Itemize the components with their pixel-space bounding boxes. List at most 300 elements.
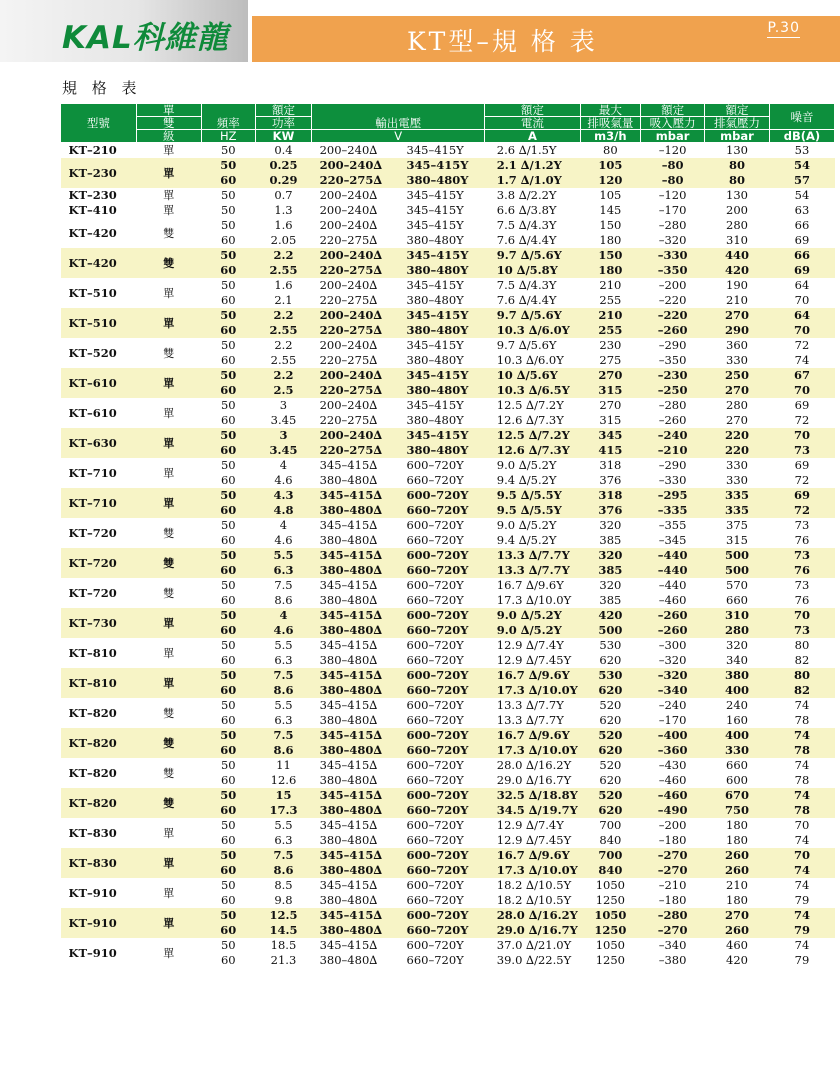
flow-cell: 120 [580,173,641,188]
power-cell: 7.5 [255,728,311,743]
model-cell: KT–820 [61,758,137,788]
current-cell: 2.1 ∆/1.2Y [485,158,580,173]
noise-cell: 74 [769,863,834,878]
voltage-delta-cell: 345–415∆ [312,758,403,773]
vacuum-cell: –170 [641,203,705,218]
current-cell: 9.5 ∆/5.5Y [485,488,580,503]
current-cell: 13.3 ∆/7.7Y [485,563,580,578]
pressure-cell: 220 [705,443,770,458]
pressure-cell: 180 [705,893,770,908]
logo-panel [0,0,248,62]
voltage-delta-cell: 380–480∆ [312,533,403,548]
power-cell: 8.6 [255,863,311,878]
voltage-star-cell: 600–720Y [403,788,485,803]
phase-cell: 雙 [136,218,201,248]
pressure-cell: 330 [705,743,770,758]
col-power-unit: KW [255,130,311,143]
noise-cell: 70 [769,293,834,308]
flow-cell: 620 [580,803,641,818]
power-cell: 11 [255,758,311,773]
current-cell: 18.2 ∆/10.5Y [485,893,580,908]
power-cell: 2.55 [255,263,311,278]
freq-cell: 50 [201,158,255,173]
phase-cell: 雙 [136,518,201,548]
col-voltage-unit: V [312,130,485,143]
table-row [61,338,835,353]
voltage-delta-cell: 345–415∆ [312,698,403,713]
vacuum-cell: –280 [641,398,705,413]
col-flow-2: 排吸氣量 [580,117,641,130]
power-cell: 5.5 [255,818,311,833]
current-cell: 12.9 ∆/7.4Y [485,818,580,833]
flow-cell: 270 [580,398,641,413]
phase-cell: 單 [136,908,201,938]
voltage-star-cell: 345–415Y [403,158,485,173]
table-row [61,728,835,743]
table-row [61,218,835,233]
current-cell: 37.0 ∆/21.0Y [485,938,580,953]
current-cell: 7.5 ∆/4.3Y [485,218,580,233]
voltage-delta-cell: 345–415∆ [312,548,403,563]
flow-cell: 520 [580,698,641,713]
pressure-cell: 460 [705,938,770,953]
model-cell: KT–810 [61,668,137,698]
voltage-delta-cell: 200–240∆ [312,308,403,323]
freq-cell: 50 [201,488,255,503]
flow-cell: 700 [580,818,641,833]
voltage-delta-cell: 345–415∆ [312,788,403,803]
noise-cell: 70 [769,383,834,398]
power-cell: 2.05 [255,233,311,248]
voltage-delta-cell: 345–415∆ [312,488,403,503]
vacuum-cell: –240 [641,698,705,713]
vacuum-cell: –290 [641,338,705,353]
freq-cell: 60 [201,743,255,758]
noise-cell: 73 [769,518,834,533]
voltage-star-cell: 660–720Y [403,863,485,878]
freq-cell: 60 [201,533,255,548]
voltage-star-cell: 660–720Y [403,563,485,578]
col-phase-3: 級 [136,130,201,143]
model-cell: KT–420 [61,248,137,278]
phase-cell: 雙 [136,338,201,368]
voltage-star-cell: 345–415Y [403,368,485,383]
noise-cell: 67 [769,368,834,383]
freq-cell: 50 [201,458,255,473]
vacuum-cell: –80 [641,173,705,188]
power-cell: 5.5 [255,698,311,713]
voltage-star-cell: 345–415Y [403,188,485,203]
flow-cell: 275 [580,353,641,368]
flow-cell: 255 [580,323,641,338]
voltage-star-cell: 600–720Y [403,518,485,533]
noise-cell: 66 [769,218,834,233]
flow-cell: 530 [580,638,641,653]
power-cell: 0.25 [255,158,311,173]
voltage-delta-cell: 200–240∆ [312,188,403,203]
phase-cell: 單 [136,278,201,308]
voltage-star-cell: 345–415Y [403,398,485,413]
spec-table-wrap [60,103,835,968]
current-cell: 9.0 ∆/5.2Y [485,458,580,473]
current-cell: 13.3 ∆/7.7Y [485,698,580,713]
freq-cell: 60 [201,953,255,968]
table-row [61,578,835,593]
flow-cell: 1050 [580,908,641,923]
freq-cell: 50 [201,818,255,833]
vacuum-cell: –280 [641,908,705,923]
power-cell: 4.6 [255,473,311,488]
voltage-delta-cell: 220–275∆ [312,173,403,188]
pressure-cell: 270 [705,383,770,398]
voltage-delta-cell: 380–480∆ [312,833,403,848]
vacuum-cell: –180 [641,893,705,908]
pressure-cell: 360 [705,338,770,353]
vacuum-cell: –490 [641,803,705,818]
current-cell: 6.6 ∆/3.8Y [485,203,580,218]
voltage-delta-cell: 345–415∆ [312,878,403,893]
voltage-star-cell: 345–415Y [403,278,485,293]
power-cell: 4 [255,608,311,623]
vacuum-cell: –340 [641,938,705,953]
freq-cell: 50 [201,428,255,443]
noise-cell: 63 [769,203,834,218]
vacuum-cell: –170 [641,713,705,728]
vacuum-cell: –120 [641,188,705,203]
voltage-delta-cell: 380–480∆ [312,683,403,698]
voltage-delta-cell: 200–240∆ [312,203,403,218]
model-cell: KT–830 [61,848,137,878]
voltage-delta-cell: 220–275∆ [312,323,403,338]
model-cell: KT–720 [61,548,137,578]
flow-cell: 150 [580,218,641,233]
voltage-delta-cell: 380–480∆ [312,713,403,728]
table-row [61,203,835,218]
current-cell: 9.7 ∆/5.6Y [485,338,580,353]
voltage-delta-cell: 380–480∆ [312,743,403,758]
pressure-cell: 335 [705,488,770,503]
power-cell: 4.3 [255,488,311,503]
col-flow-1: 最大 [580,104,641,117]
phase-cell: 單 [136,638,201,668]
freq-cell: 50 [201,518,255,533]
freq-cell: 50 [201,908,255,923]
flow-cell: 105 [580,188,641,203]
table-row [61,188,835,203]
model-cell: KT–710 [61,458,137,488]
page-title: KT型–規 格 表 [407,27,598,56]
phase-cell: 單 [136,458,201,488]
noise-cell: 72 [769,473,834,488]
voltage-star-cell: 660–720Y [403,593,485,608]
current-cell: 2.6 ∆/1.5Y [485,143,580,159]
noise-cell: 57 [769,173,834,188]
noise-cell: 73 [769,623,834,638]
flow-cell: 376 [580,473,641,488]
freq-cell: 50 [201,938,255,953]
current-cell: 10.3 ∆/6.0Y [485,353,580,368]
voltage-delta-cell: 380–480∆ [312,893,403,908]
power-cell: 17.3 [255,803,311,818]
pressure-cell: 380 [705,668,770,683]
voltage-delta-cell: 345–415∆ [312,638,403,653]
noise-cell: 70 [769,428,834,443]
power-cell: 6.3 [255,563,311,578]
flow-cell: 700 [580,848,641,863]
vacuum-cell: –200 [641,818,705,833]
voltage-star-cell: 380–480Y [403,293,485,308]
pressure-cell: 240 [705,698,770,713]
voltage-star-cell: 660–720Y [403,683,485,698]
col-vacuum-1: 額定 [641,104,705,117]
power-cell: 2.2 [255,308,311,323]
page-header [0,0,840,70]
model-cell: KT–420 [61,218,137,248]
freq-cell: 50 [201,143,255,159]
noise-cell: 80 [769,668,834,683]
flow-cell: 180 [580,263,641,278]
noise-cell: 76 [769,593,834,608]
voltage-star-cell: 600–720Y [403,848,485,863]
voltage-star-cell: 345–415Y [403,143,485,159]
current-cell: 12.9 ∆/7.45Y [485,833,580,848]
power-cell: 8.6 [255,683,311,698]
table-row [61,158,835,173]
power-cell: 2.2 [255,368,311,383]
noise-cell: 69 [769,398,834,413]
vacuum-cell: –350 [641,263,705,278]
vacuum-cell: –260 [641,413,705,428]
model-cell: KT–820 [61,728,137,758]
model-cell: KT–610 [61,368,137,398]
vacuum-cell: –120 [641,143,705,159]
voltage-delta-cell: 200–240∆ [312,278,403,293]
current-cell: 17.3 ∆/10.0Y [485,683,580,698]
power-cell: 4.6 [255,533,311,548]
pressure-cell: 130 [705,188,770,203]
power-cell: 7.5 [255,848,311,863]
pressure-cell: 180 [705,833,770,848]
flow-cell: 1050 [580,938,641,953]
table-row [61,398,835,413]
voltage-star-cell: 600–720Y [403,908,485,923]
pressure-cell: 80 [705,158,770,173]
noise-cell: 74 [769,728,834,743]
current-cell: 39.0 ∆/22.5Y [485,953,580,968]
pressure-cell: 220 [705,428,770,443]
flow-cell: 620 [580,683,641,698]
noise-cell: 72 [769,338,834,353]
flow-cell: 320 [580,578,641,593]
current-cell: 7.5 ∆/4.3Y [485,278,580,293]
noise-cell: 78 [769,743,834,758]
phase-cell: 雙 [136,728,201,758]
flow-cell: 318 [580,458,641,473]
power-cell: 0.7 [255,188,311,203]
page-number: P.30 [767,20,800,36]
table-row [61,878,835,893]
freq-cell: 60 [201,293,255,308]
freq-cell: 60 [201,713,255,728]
phase-cell: 雙 [136,698,201,728]
pressure-cell: 660 [705,593,770,608]
voltage-star-cell: 380–480Y [403,323,485,338]
col-vacuum-2: 吸入壓力 [641,117,705,130]
current-cell: 12.6 ∆/7.3Y [485,443,580,458]
vacuum-cell: –320 [641,668,705,683]
power-cell: 3 [255,428,311,443]
vacuum-cell: –440 [641,578,705,593]
noise-cell: 79 [769,893,834,908]
freq-cell: 50 [201,368,255,383]
vacuum-cell: –320 [641,653,705,668]
pressure-cell: 400 [705,683,770,698]
current-cell: 9.0 ∆/5.2Y [485,608,580,623]
flow-cell: 315 [580,413,641,428]
pressure-cell: 320 [705,638,770,653]
power-cell: 3 [255,398,311,413]
model-cell: KT–720 [61,578,137,608]
table-row [61,788,835,803]
noise-cell: 64 [769,308,834,323]
current-cell: 10 ∆/5.6Y [485,368,580,383]
pressure-cell: 210 [705,293,770,308]
col-current-unit: A [485,130,580,143]
voltage-star-cell: 660–720Y [403,893,485,908]
current-cell: 10.3 ∆/6.5Y [485,383,580,398]
noise-cell: 74 [769,788,834,803]
flow-cell: 255 [580,293,641,308]
flow-cell: 620 [580,743,641,758]
voltage-star-cell: 660–720Y [403,503,485,518]
table-row [61,758,835,773]
pressure-cell: 260 [705,863,770,878]
phase-cell: 單 [136,203,201,218]
voltage-star-cell: 660–720Y [403,533,485,548]
vacuum-cell: –345 [641,533,705,548]
voltage-delta-cell: 345–415∆ [312,668,403,683]
noise-cell: 78 [769,803,834,818]
col-noise-unit: dB(A) [769,130,834,143]
flow-cell: 210 [580,278,641,293]
freq-cell: 60 [201,353,255,368]
pressure-cell: 440 [705,248,770,263]
vacuum-cell: –210 [641,443,705,458]
flow-cell: 145 [580,203,641,218]
col-voltage: 輸出電壓 [312,104,485,130]
noise-cell: 70 [769,323,834,338]
current-cell: 12.6 ∆/7.3Y [485,413,580,428]
voltage-delta-cell: 200–240∆ [312,428,403,443]
pressure-cell: 600 [705,773,770,788]
table-row [61,143,835,159]
pressure-cell: 420 [705,953,770,968]
model-cell: KT–910 [61,908,137,938]
noise-cell: 74 [769,353,834,368]
pressure-cell: 750 [705,803,770,818]
current-cell: 17.3 ∆/10.0Y [485,743,580,758]
vacuum-cell: –80 [641,158,705,173]
current-cell: 16.7 ∆/9.6Y [485,848,580,863]
power-cell: 8.5 [255,878,311,893]
flow-cell: 500 [580,623,641,638]
pressure-cell: 330 [705,353,770,368]
phase-cell: 單 [136,398,201,428]
power-cell: 21.3 [255,953,311,968]
voltage-delta-cell: 345–415∆ [312,848,403,863]
freq-cell: 50 [201,218,255,233]
vacuum-cell: –280 [641,218,705,233]
noise-cell: 69 [769,233,834,248]
vacuum-cell: –350 [641,353,705,368]
freq-cell: 60 [201,773,255,788]
pressure-cell: 335 [705,503,770,518]
flow-cell: 840 [580,863,641,878]
flow-cell: 620 [580,713,641,728]
freq-cell: 50 [201,878,255,893]
vacuum-cell: –335 [641,503,705,518]
vacuum-cell: –260 [641,608,705,623]
phase-cell: 單 [136,308,201,338]
table-row [61,458,835,473]
freq-cell: 50 [201,848,255,863]
power-cell: 2.55 [255,323,311,338]
voltage-delta-cell: 345–415∆ [312,908,403,923]
vacuum-cell: –440 [641,563,705,578]
voltage-star-cell: 660–720Y [403,833,485,848]
power-cell: 8.6 [255,593,311,608]
voltage-star-cell: 660–720Y [403,743,485,758]
voltage-delta-cell: 220–275∆ [312,233,403,248]
noise-cell: 73 [769,443,834,458]
model-cell: KT–520 [61,338,137,368]
phase-cell: 單 [136,143,201,159]
noise-cell: 64 [769,278,834,293]
voltage-star-cell: 600–720Y [403,488,485,503]
freq-cell: 50 [201,728,255,743]
power-cell: 2.1 [255,293,311,308]
power-cell: 4 [255,518,311,533]
power-cell: 8.6 [255,743,311,758]
table-row [61,278,835,293]
current-cell: 28.0 ∆/16.2Y [485,758,580,773]
voltage-star-cell: 660–720Y [403,803,485,818]
phase-cell: 單 [136,608,201,638]
voltage-star-cell: 600–720Y [403,728,485,743]
model-cell: KT–730 [61,608,137,638]
noise-cell: 54 [769,188,834,203]
pressure-cell: 670 [705,788,770,803]
phase-cell: 雙 [136,758,201,788]
vacuum-cell: –380 [641,953,705,968]
voltage-star-cell: 380–480Y [403,173,485,188]
vacuum-cell: –250 [641,383,705,398]
current-cell: 28.0 ∆/16.2Y [485,908,580,923]
vacuum-cell: –220 [641,308,705,323]
model-cell: KT–610 [61,398,137,428]
flow-cell: 385 [580,563,641,578]
col-pressure-1: 額定 [705,104,770,117]
freq-cell: 60 [201,473,255,488]
power-cell: 0.4 [255,143,311,159]
col-pressure-unit: mbar [705,130,770,143]
vacuum-cell: –270 [641,848,705,863]
voltage-star-cell: 600–720Y [403,818,485,833]
phase-cell: 單 [136,668,201,698]
freq-cell: 50 [201,638,255,653]
voltage-star-cell: 345–415Y [403,338,485,353]
table-row [61,698,835,713]
